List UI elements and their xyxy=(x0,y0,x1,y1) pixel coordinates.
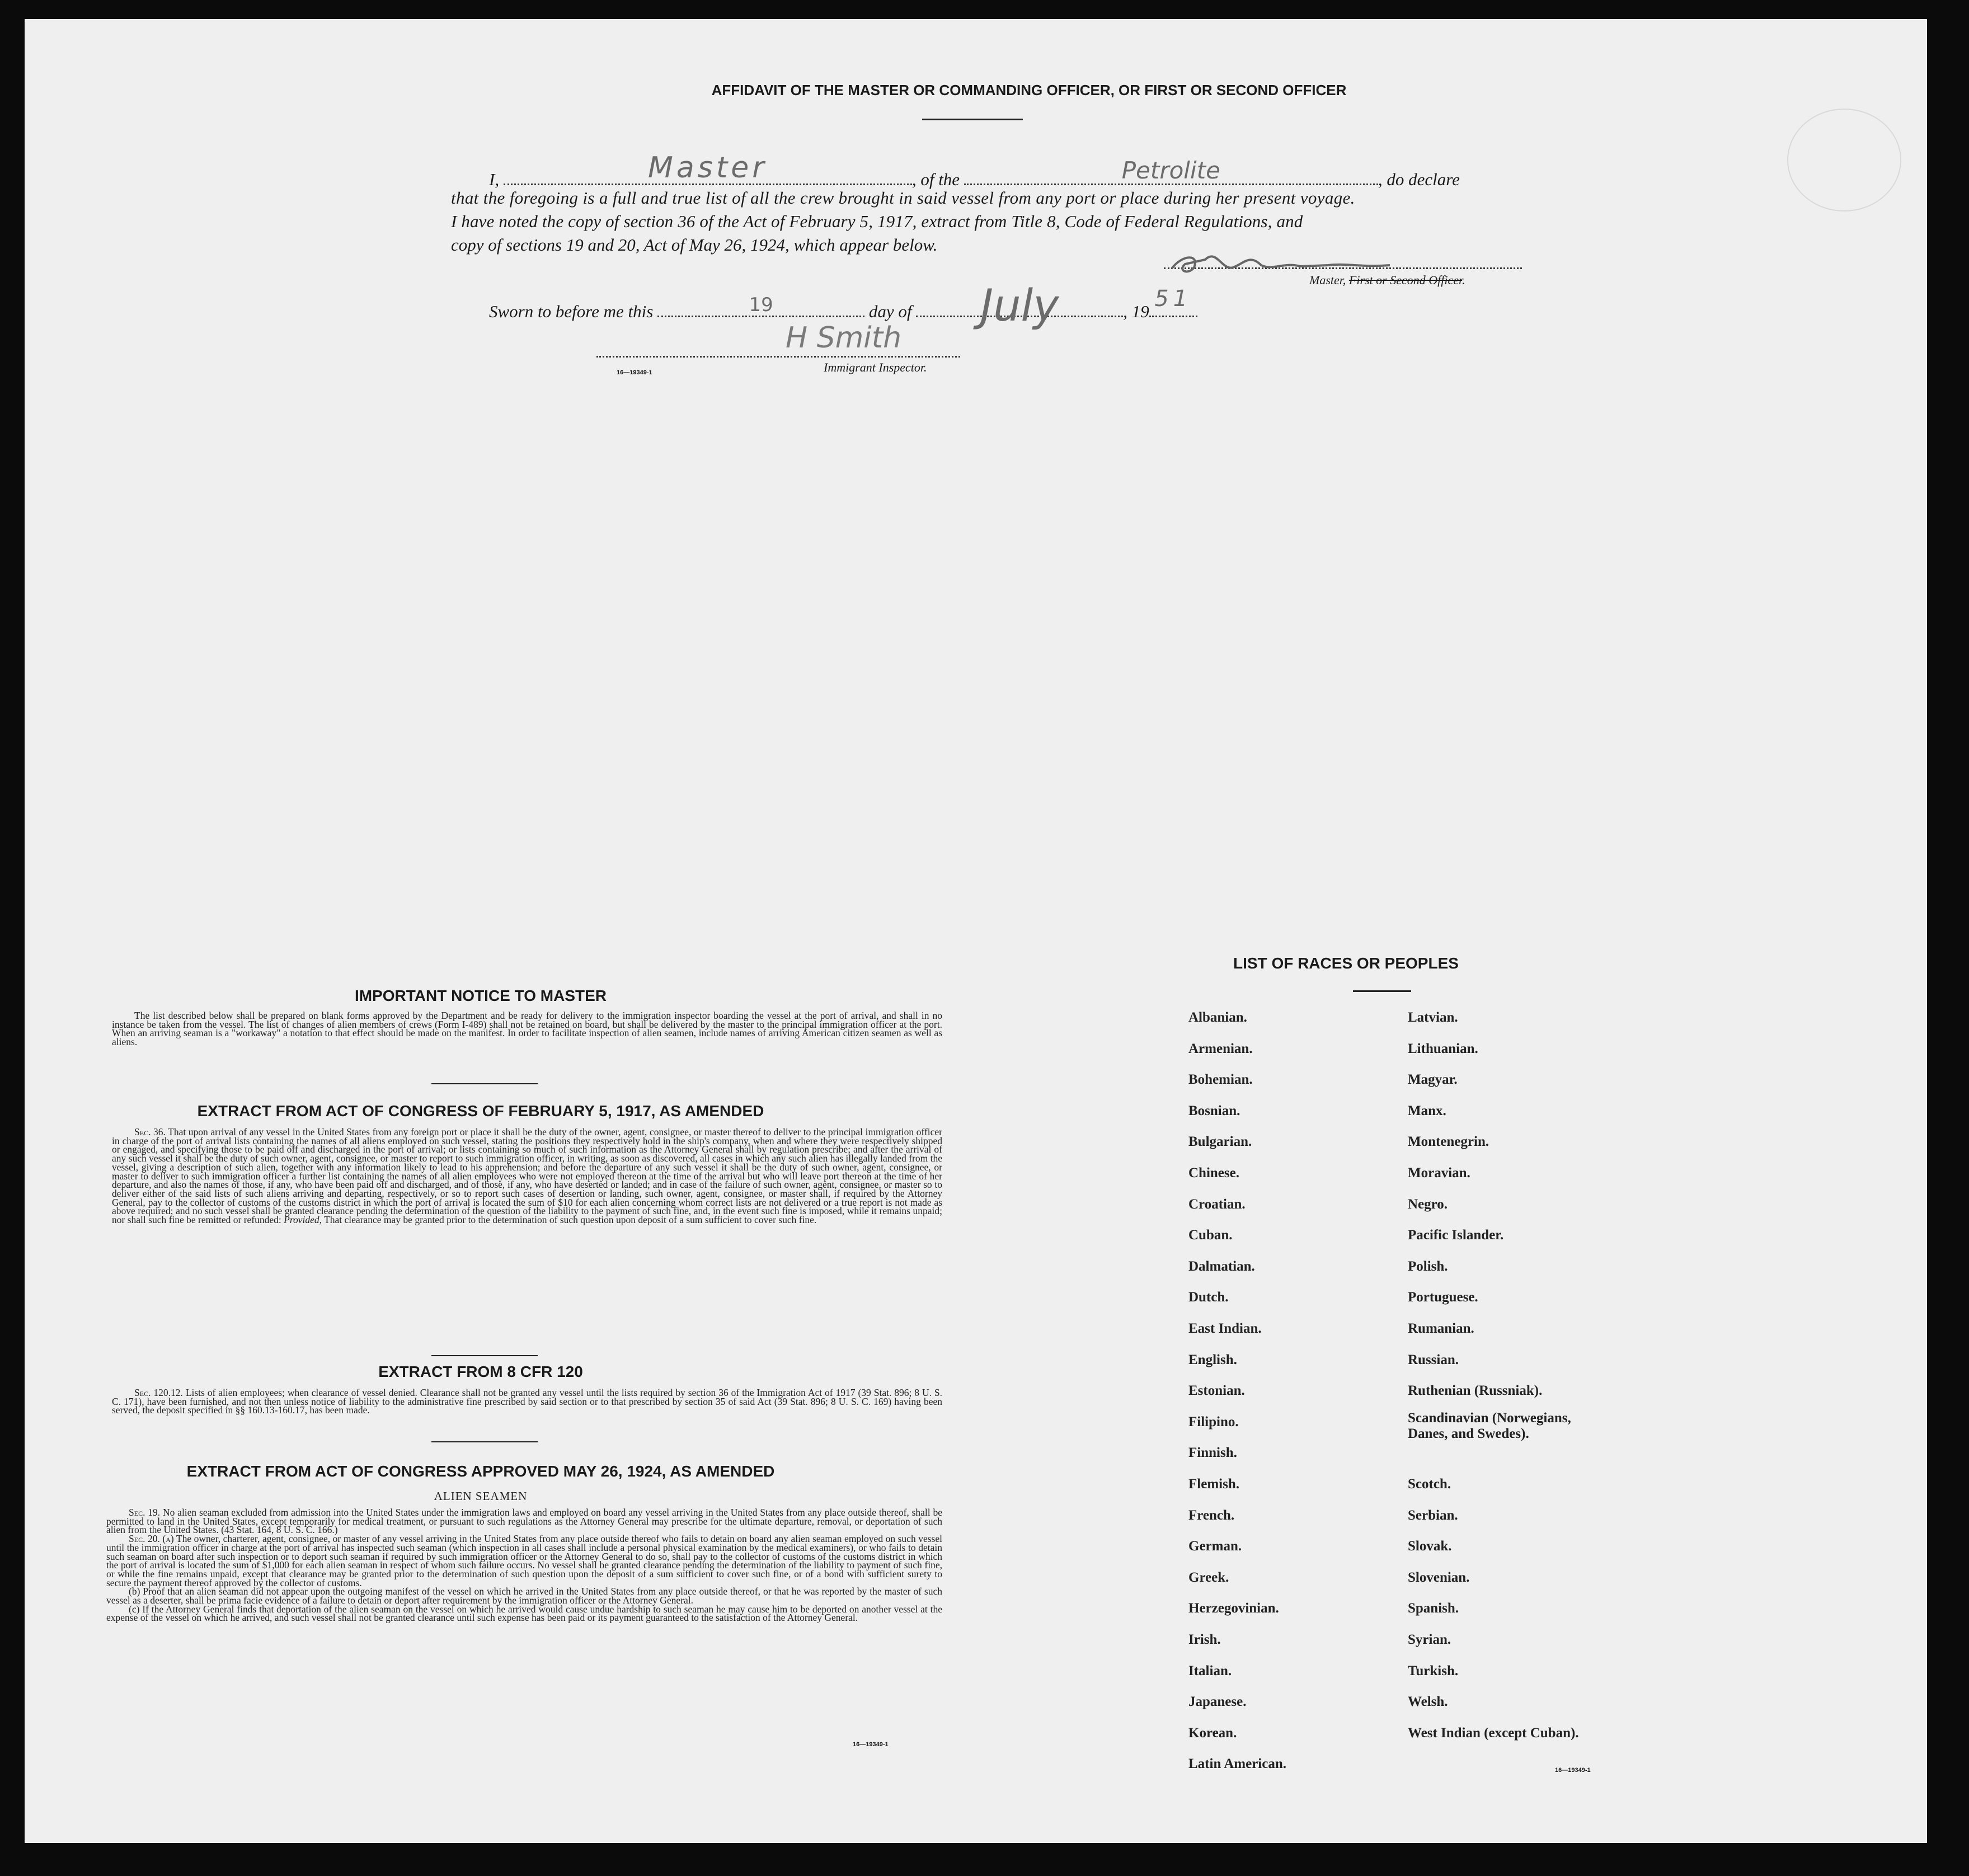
race-item: East Indian. xyxy=(1188,1321,1262,1336)
race-item: French. xyxy=(1188,1507,1235,1523)
form-number-top: 16—19349-1 xyxy=(617,369,652,376)
race-item: Moravian. xyxy=(1408,1165,1470,1181)
races-heading: LIST OF RACES OR PEOPLES xyxy=(1233,955,1459,972)
document-page xyxy=(25,19,1927,1843)
race-item: Dutch. xyxy=(1188,1290,1229,1305)
race-item: Montenegrin. xyxy=(1408,1134,1489,1150)
text-do-declare: , do declare xyxy=(1378,170,1460,189)
race-item: Scandinavian (Norwegians, Danes, and Swedes). xyxy=(1408,1410,1571,1441)
text-year-19: , 19 xyxy=(1123,302,1149,321)
affidavit-declaration-line xyxy=(489,151,1460,190)
sec-36-label: Sec. 36. xyxy=(134,1126,166,1137)
stamp-mark xyxy=(1787,109,1901,211)
race-item: Slovak. xyxy=(1408,1539,1452,1554)
race-item: Japanese. xyxy=(1188,1694,1247,1710)
sworn-line xyxy=(489,281,1197,331)
race-item: Estonian. xyxy=(1188,1383,1245,1399)
race-item: Herzegovinian. xyxy=(1188,1601,1279,1616)
race-item: Manx. xyxy=(1408,1103,1446,1118)
race-item: Latvian. xyxy=(1408,1010,1458,1025)
vessel-handwriting: Petrolite xyxy=(1121,157,1220,184)
sworn-month-handwriting: July xyxy=(980,281,1059,331)
race-item: Albanian. xyxy=(1188,1010,1247,1025)
race-item: English. xyxy=(1188,1352,1237,1367)
capacity-handwriting: Master xyxy=(648,151,768,185)
affidavit-line-4: copy of sections 19 and 20, Act of May 26, 1924, which appear below. xyxy=(451,235,938,255)
sworn-year-handwriting: 51 xyxy=(1154,286,1192,312)
affidavit-line-3: I have noted the copy of section 36 of the Act of February 5, 1917, extract from Title 8, Code of Federal Regulations, and xyxy=(451,211,1303,231)
form-number-middle: 16—19349-1 xyxy=(853,1741,889,1748)
text-i: I, xyxy=(489,170,500,189)
race-item: Greek. xyxy=(1188,1569,1229,1585)
race-item: Polish. xyxy=(1408,1258,1448,1274)
extract-1924-body xyxy=(106,1508,942,1623)
race-item: Ruthenian (Russniak). xyxy=(1408,1383,1543,1399)
proviso-word: Provided, xyxy=(284,1214,322,1226)
inspector-signature-line xyxy=(596,356,960,358)
sworn-day-handwriting: 19 xyxy=(749,294,773,316)
extract-1924-heading: EXTRACT FROM ACT OF CONGRESS APPROVED MAY 26, 1924, AS AMENDED xyxy=(186,1463,775,1480)
text-day-of: day of xyxy=(868,302,912,321)
sworn-year-field xyxy=(1149,286,1197,317)
extract-1917-rule xyxy=(431,1355,538,1356)
race-item: Latin American. xyxy=(1188,1756,1286,1772)
sec-20a-text: The owner, charterer, agent, consignee, or master of any vessel arriving in the United States from any place outside thereof who fails to detain on board any alien seaman employed on such vessel until the immigration officer in charge at the port of arrival has inspected such seaman (which inspection in all cases shall include a personal physical examination by the medical examiners), or who fails to detain such seaman on board after such inspection or to deport such seaman if required by such immigration officer or the Attorney General to do so, shall pay to the collector of customs of the customs district in which the port of arrival is located the sum of $1,000 for each alien seaman in respect of whom such failure occurs. No vessel shall be granted clearance pending the determination of the liability to payment of such fine, or while the fine remains unpaid, except that clearance may be granted prior to the determination of such question upon the deposit of a sum sufficient to cover such fine, or of a bond with sufficient surety to secure the payment thereof approved by the collector of customs. xyxy=(106,1533,942,1588)
race-item: Bosnian. xyxy=(1188,1103,1240,1118)
race-item: Slovenian. xyxy=(1408,1569,1470,1585)
race-item: Irish. xyxy=(1188,1632,1221,1647)
sec-19-paragraph xyxy=(106,1508,942,1535)
race-item: Russian. xyxy=(1408,1352,1459,1367)
affidavit-heading: AFFIDAVIT OF THE MASTER OR COMMANDING OFFICER, OR FIRST OR SECOND OFFICER xyxy=(711,82,1347,98)
affidavit-line-2: that the foregoing is a full and true list of all the crew brought in said vessel from any port or place during her present voyage. xyxy=(451,188,1355,208)
race-item: West Indian (except Cuban). xyxy=(1408,1725,1579,1741)
officer-label-struck: First or Second Officer xyxy=(1348,273,1463,287)
heading-rule xyxy=(922,119,1023,120)
sec-36-paragraph xyxy=(112,1128,942,1225)
notice-body xyxy=(112,1012,942,1047)
sec-36-text: That upon arrival of any vessel in the United States from any foreign port or place it shall be the duty of the owner, agent, consignee, or master thereof to deliver to the principal immigration officer in charge of the port of arrival lists containing the names of all aliens employed on such vessel, stating the positions they respectively hold in the ship's company, when and where they were respectively shipped or engaged, and specifying those to be paid off and discharged in the port of arrival; or lists containing so much of such information as the Attorney General shall by regulation prescribe; and after the arrival of any such vessel it shall be the duty of such owner, agent, consignee, or master to report to such immigration officer, in writing, as soon as discovered, all cases in which any such alien has illegally landed from the vessel, giving a description of such alien, together with any information likely to lead to his apprehension; and before the departure of any such vessel it shall be the duty of such owner, agent, consignee, or master to deliver to such immigration officer a further list containing the names of all alien employees who were not employed thereon at the time of the arrival but who will leave port thereon at the time of her departure, and also the names of those, if any, who have been paid off and discharged, and of those, if any, who have deserted or landed; and in case of the failure of such owner, agent, consignee, or master so to deliver either of the said lists of such aliens arriving and departing, respectively, or so to report such cases of desertion or landing, such owner, agent, consignee, or master shall, if required by the Attorney General, pay to the collector of customs of the customs district in which the port of arrival is located the sum of $10 for each alien concerning whom correct lists are not delivered or a true report is not made as above required; and no such vessel shall be granted clearance pending the determination of the question of the liability to the payment of such fine, and, in the event such fine is imposed, while it remains unpaid; nor shall such fine be remitted or refunded: xyxy=(112,1126,942,1226)
race-item: Welsh. xyxy=(1408,1694,1448,1710)
sec-120-label: Sec. 120.12. xyxy=(134,1387,183,1398)
sec-120-paragraph xyxy=(112,1389,942,1415)
race-item: Dalmatian. xyxy=(1188,1258,1255,1274)
sec-120-text: Lists of alien employees; when clearance of vessel denied. Clearance shall not be granted any vessel until the lists required by section 36 of the Immigration Act of 1917 (39 Stat. 896; 8 U. S. C. 171), have been furnished, and not then unless notice of liability to the administrative fine prescribed by said section or to that prescribed by section 35 of said Act (39 Stat. 896; 8 U. S. C. 169) having been served, the deposit specified in §§ 160.13-160.17, has been made. xyxy=(112,1387,943,1416)
sec-20c-paragraph: (c) If the Attorney General finds that deportation of the alien seaman on the vessel on which he arrived would cause undue hardship to such seaman he may cause him to be deported on another vessel at the expense of the vessel on which he arrived, and such vessel shall not be granted clearance until such expense has been paid or its payment guaranteed to the satisfaction of the Attorney General. xyxy=(106,1603,942,1624)
race-item: Lithuanian. xyxy=(1408,1041,1478,1056)
race-item: Armenian. xyxy=(1188,1041,1253,1056)
proviso-text: That clearance may be granted prior to the determination of such question upon deposit of a sum sufficient to cover such fine. xyxy=(324,1214,817,1226)
race-item: Italian. xyxy=(1188,1663,1232,1678)
officer-label-period: . xyxy=(1462,273,1465,287)
race-item: Filipino. xyxy=(1188,1414,1239,1430)
vessel-field xyxy=(964,157,1378,185)
sec-19-text: No alien seaman excluded from admission into the United States under the immigration laws and employed on board any vessel arriving in the United States from any place outside thereof, shall be permitted to land in the United States, except temporarily for medical treatment, or pursuant to such regulations as the Attorney General may prescribe for the ultimate departure, removal, or deportation of such alien from the United States. (43 Stat. 164, 8 U. S. C. 166.) xyxy=(106,1507,942,1536)
sec-20a-label: Sec. 20. (a) xyxy=(129,1533,174,1545)
inspector-label: Immigrant Inspector. xyxy=(824,360,927,374)
capacity-field xyxy=(504,151,912,185)
race-item: Turkish. xyxy=(1408,1663,1459,1678)
text-sworn: Sworn to before me this xyxy=(489,302,654,321)
race-item: Cuban. xyxy=(1188,1228,1233,1243)
inspector-signature: H Smith xyxy=(786,321,902,355)
sec-19-label: Sec. 19. xyxy=(129,1507,161,1518)
race-item: Syrian. xyxy=(1408,1632,1451,1647)
races-rule xyxy=(1353,990,1411,992)
officer-label xyxy=(1309,273,1465,288)
notice-text: The list described below shall be prepared on blank forms approved by the Department and be ready for delivery to the immigration inspector boarding the vessel at the port of arrival, and shall in no instance be taken from the vessel. The list of changes of alien members of crews (Form I-489) shall not be retained on board, but shall be delivered by the master to the principal immigration officer at the port. When an arriving seaman is a "workaway" a notation to that effect should be made on the manifest. In order to facilitate inspection of alien seamen, include names of arriving American citizen seamen as well as aliens. xyxy=(112,1010,942,1048)
race-item: Magyar. xyxy=(1408,1072,1458,1088)
race-item: Finnish. xyxy=(1188,1445,1237,1461)
race-item: German. xyxy=(1188,1539,1242,1554)
extract-1917-body xyxy=(112,1128,942,1225)
extract-cfr-body xyxy=(112,1389,942,1415)
extract-cfr-rule xyxy=(431,1441,538,1442)
sec-20b-paragraph: (b) Proof that an alien seaman did not appear upon the outgoing manifest of the vessel on which he arrived in the United States from any place outside thereof, or that he was reported by the master of such vessel as a deserter, shall be prima facie evidence of a failure to detain or deport after requirement by the immigration officer or the Attorney General. xyxy=(106,1586,942,1606)
alien-seamen-subheading: ALIEN SEAMEN xyxy=(434,1489,528,1503)
race-item: Rumanian. xyxy=(1408,1321,1474,1336)
race-item: Pacific Islander. xyxy=(1408,1228,1504,1243)
race-item: Scotch. xyxy=(1408,1477,1451,1492)
extract-1917-heading: EXTRACT FROM ACT OF CONGRESS OF FEBRUARY 5, 1917, AS AMENDED xyxy=(197,1102,764,1120)
notice-rule xyxy=(431,1083,538,1084)
text-of-the: , of the xyxy=(911,170,960,189)
sec-20a-paragraph xyxy=(106,1535,942,1587)
race-item: Portuguese. xyxy=(1408,1290,1478,1305)
race-item: Spanish. xyxy=(1408,1601,1459,1616)
race-item: Negro. xyxy=(1408,1196,1448,1212)
extract-cfr-heading: EXTRACT FROM 8 CFR 120 xyxy=(378,1363,583,1380)
race-item: Korean. xyxy=(1188,1725,1237,1741)
race-item: Bohemian. xyxy=(1188,1072,1253,1088)
race-item: Bulgarian. xyxy=(1188,1134,1252,1150)
form-number-races: 16—19349-1 xyxy=(1555,1767,1591,1774)
race-item: Serbian. xyxy=(1408,1507,1458,1523)
race-item: Chinese. xyxy=(1188,1165,1239,1181)
sworn-month-field xyxy=(916,281,1123,331)
notice-heading: IMPORTANT NOTICE TO MASTER xyxy=(354,987,607,1004)
officer-label-master: Master, xyxy=(1309,273,1346,287)
race-item: Flemish. xyxy=(1188,1477,1239,1492)
race-item: Croatian. xyxy=(1188,1196,1246,1212)
sworn-day-field xyxy=(657,294,864,317)
